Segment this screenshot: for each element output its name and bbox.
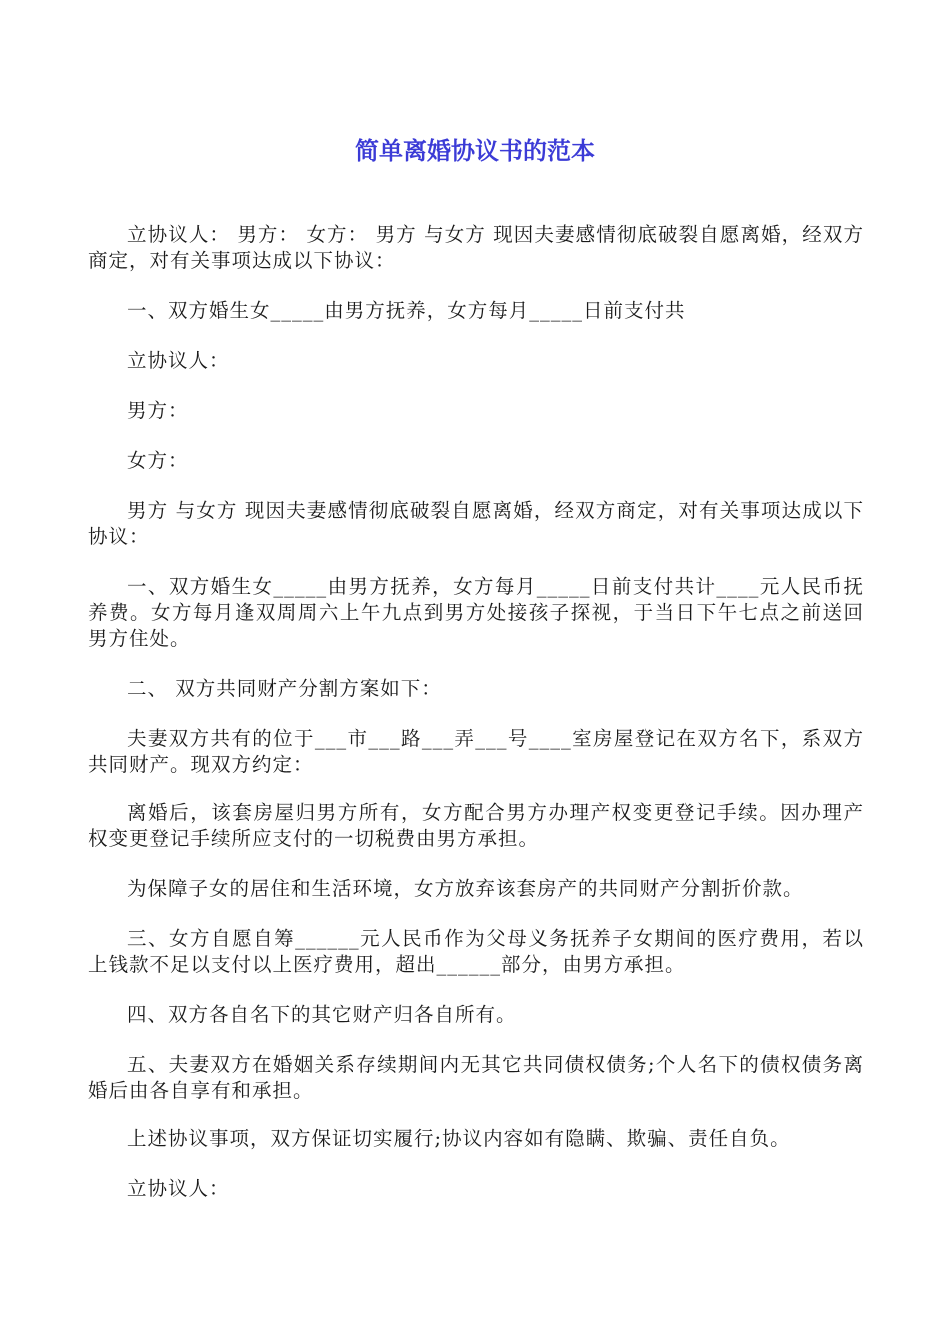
- paragraph-property-ownership: 离婚后，该套房屋归男方所有，女方配合男方办理产权变更登记手续。因办理产权变更登记手续所应支付的一切税费由男方承担。: [88, 801, 864, 850]
- paragraph-agreement-intro: 男方 与女方 现因夫妻感情彻底破裂自愿离婚，经双方商定，对有关事项达成以下协议：: [88, 499, 864, 548]
- paragraph-clause-1-short: 一、双方婚生女_____由男方抚养，女方每月_____日前支付共: [127, 299, 686, 322]
- paragraph-property-waiver: 为保障子女的居住和生活环境，女方放弃该套房产的共同财产分割折价款。: [127, 877, 804, 900]
- paragraph-intro: 立协议人： 男方： 女方： 男方 与女方 现因夫妻感情彻底破裂自愿离婚，经双方商定，对有关事项达成以下协议：: [88, 223, 864, 272]
- paragraph-clause-5: 五、夫妻双方在婚姻关系存续期间内无其它共同债权债务;个人名下的债权债务离婚后由各自享有和承担。: [88, 1053, 864, 1102]
- paragraph-guarantee: 上述协议事项，双方保证切实履行;协议内容如有隐瞒、欺骗、责任自负。: [127, 1127, 791, 1150]
- document-body: [88, 222, 864, 1202]
- paragraph-clause-4: 四、双方各自名下的其它财产归各自所有。: [127, 1003, 517, 1026]
- paragraph-clause-3: 三、女方自愿自筹______元人民币作为父母义务抚养子女期间的医疗费用，若以上钱款不足以支付以上医疗费用，超出______部分，由男方承担。: [88, 927, 864, 976]
- paragraph-parties-label: 立协议人：: [127, 349, 230, 372]
- paragraph-signatory-label: 立协议人：: [127, 1177, 230, 1200]
- paragraph-clause-1: 一、双方婚生女_____由男方抚养，女方每月_____日前支付共计____元人民币抚养费。女方每月逢双周周六上午九点到男方处接孩子探视，于当日下午七点之前送回男方住处。: [88, 575, 864, 650]
- paragraph-property-location: 夫妻双方共有的位于___市___路___弄___号____室房屋登记在双方名下，系双方共同财产。现双方约定：: [88, 727, 864, 776]
- document-title: 简单离婚协议书的范本: [355, 137, 595, 165]
- paragraph-clause-2: 二、 双方共同财产分割方案如下：: [127, 677, 442, 700]
- paragraph-male-party: 男方：: [127, 399, 189, 422]
- paragraph-female-party: 女方：: [127, 449, 189, 472]
